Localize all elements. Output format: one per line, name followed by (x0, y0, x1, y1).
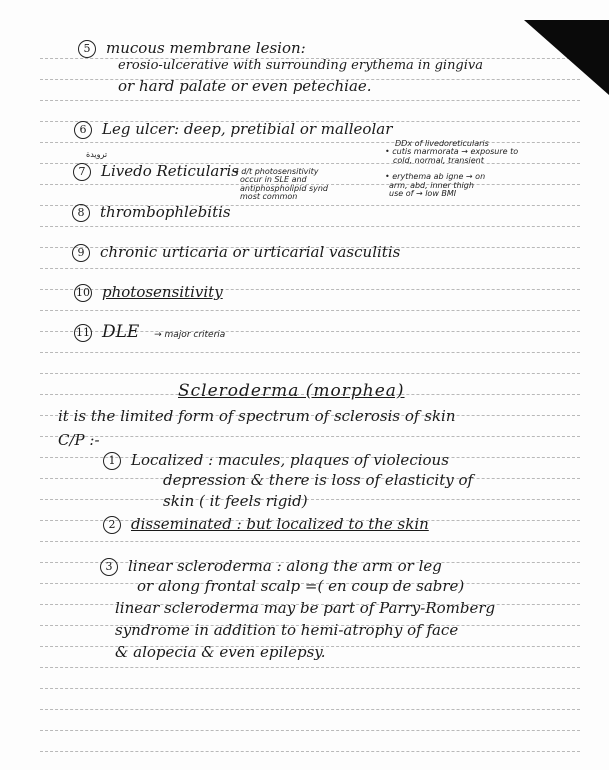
item-text: mucous membrane lesion: (106, 39, 306, 57)
item-5-cont-1: erosio-ulcerative with surrounding erythema in gingiva (118, 58, 484, 73)
item-number: 7 (73, 163, 91, 181)
item-number: 2 (103, 516, 121, 534)
ddx-block: DDx of livedoreticularis • cutis marmorata → exposure to cold, normal, transient • erythema ab igne → on arm, abd, inner thigh use of → low BMI (385, 139, 519, 198)
item-7-note: → d/t photosensitivity occur in SLE and antiphospholipid synd most common (232, 167, 329, 202)
ddx-title: DDx of livedoreticularis (395, 139, 489, 148)
item-number: 1 (103, 452, 121, 470)
ruled-line (40, 310, 580, 311)
item-text: disseminated : but localized to the skin (131, 515, 429, 533)
item-number: 11 (74, 324, 92, 342)
item-8 (72, 204, 231, 222)
item-number: 6 (74, 121, 92, 139)
ruled-line (40, 667, 580, 668)
ruled-line (40, 499, 580, 500)
arabic-annotation: ترويدة (86, 150, 108, 159)
item-5-cont-2: or hard palate or even petechiae. (118, 77, 372, 95)
item-text: chronic urticaria or urticarial vasculitis (100, 243, 401, 261)
page-corner-shadow (524, 20, 609, 95)
cp-item-3-cont-4: & alopecia & even epilepsy. (115, 643, 326, 661)
item-text: Localized : macules, plaques of violecious (131, 451, 449, 469)
ruled-line (40, 730, 580, 731)
intro-text: it is the limited form of spectrum of sclerosis of skin (58, 407, 456, 425)
item-number: 5 (78, 40, 96, 58)
item-number: 8 (72, 204, 90, 222)
item-text: photosensitivity (102, 283, 223, 301)
item-number: 10 (74, 284, 92, 302)
cp-item-3-cont-1: or along frontal scalp =( en coup de sabre) (137, 577, 465, 595)
item-11 (74, 324, 225, 342)
item-10 (74, 284, 223, 302)
cp-item-3-cont-3: syndrome in addition to hemi-atrophy of face (115, 621, 459, 639)
ruled-line (40, 709, 580, 710)
cp-item-1-cont-2: skin ( it feels rigid) (163, 492, 308, 510)
ruled-line (40, 226, 580, 227)
ruled-line (40, 268, 580, 269)
item-9 (72, 244, 400, 262)
item-7 (73, 163, 239, 181)
cp-item-1-cont-1: depression & there is loss of elasticity of (163, 471, 474, 489)
cp-item-3-cont-2: linear scleroderma may be part of Parry-Romberg (115, 599, 496, 617)
item-number: 3 (100, 558, 118, 576)
section-title: Scleroderma (morphea) (178, 381, 405, 401)
ruled-line (40, 541, 580, 542)
cp-item-3 (100, 558, 442, 576)
cp-label: C/P :- (58, 431, 100, 449)
item-6 (74, 121, 392, 139)
item-5 (78, 40, 306, 58)
item-text: Leg ulcer: deep, pretibial or malleolar (102, 120, 393, 138)
cp-item-2 (103, 516, 429, 534)
ruled-line (40, 100, 580, 101)
item-11-note: → major criteria (154, 330, 226, 340)
item-text: DLE (102, 322, 140, 342)
ruled-line (40, 352, 580, 353)
item-text: linear scleroderma : along the arm or leg (128, 557, 442, 575)
ruled-line (40, 751, 580, 752)
item-text: Livedo Reticularis (101, 162, 239, 180)
item-text: thrombophlebitis (100, 203, 231, 221)
ruled-line (40, 436, 580, 437)
cp-item-1 (103, 452, 449, 470)
ruled-line (40, 373, 580, 374)
ruled-line (40, 688, 580, 689)
item-number: 9 (72, 244, 90, 262)
